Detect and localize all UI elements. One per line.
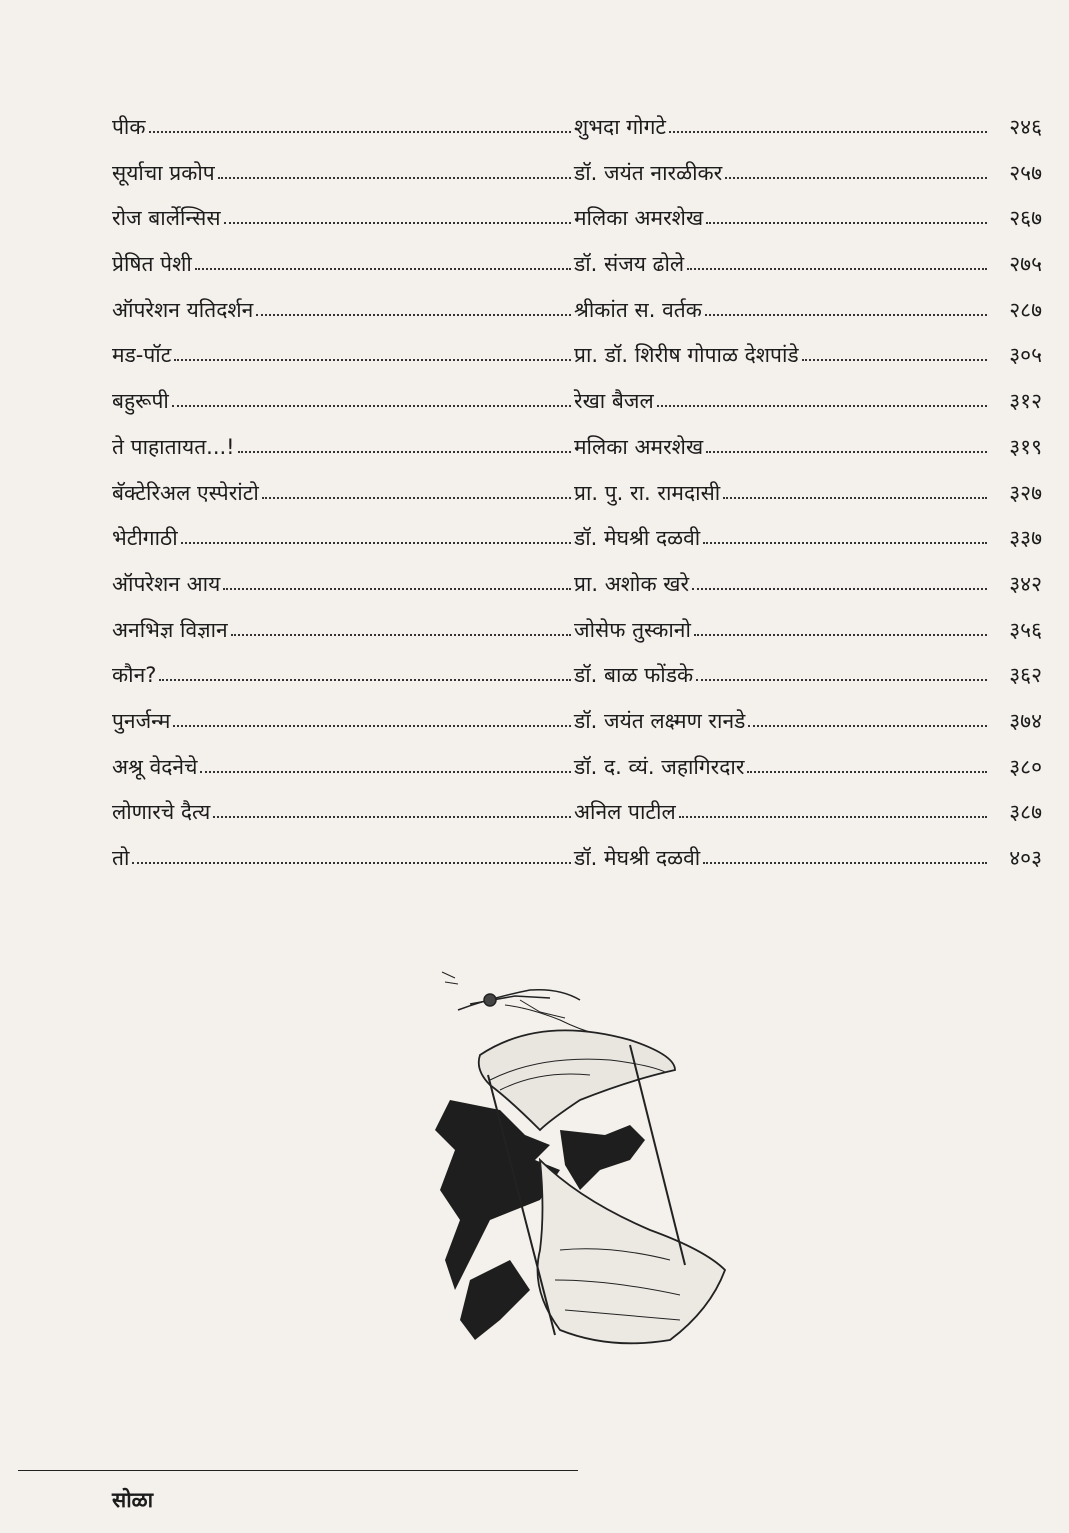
toc-entry-page: ३४२ xyxy=(1009,571,1042,596)
dot-leader xyxy=(723,497,987,499)
toc-entry-title: पीक xyxy=(112,115,146,139)
dot-leader xyxy=(747,771,987,773)
page-number-label: सोळा xyxy=(112,1488,154,1512)
dot-leader xyxy=(149,131,572,133)
toc-entry-title: पुनर्जन्म xyxy=(112,708,171,733)
dot-leader xyxy=(692,588,987,590)
dot-leader xyxy=(706,451,987,453)
dot-leader xyxy=(725,177,987,179)
toc-entry-title: बहुरूपी xyxy=(112,389,169,414)
dot-leader xyxy=(238,451,571,453)
dot-leader xyxy=(256,314,571,316)
toc-entry-title: सूर्याचा प्रकोप xyxy=(112,160,215,185)
flying-figure-icon xyxy=(442,972,600,1035)
toc-entry xyxy=(112,250,1042,296)
toc-entry xyxy=(112,570,1042,616)
toc-entry-author: अनिल पाटील xyxy=(574,800,676,825)
toc-entry xyxy=(112,204,1042,250)
dot-leader xyxy=(174,359,571,361)
toc-entry-author: डॉ. मेघश्री दळवी xyxy=(574,846,701,870)
dot-leader xyxy=(748,725,987,727)
toc-entry-page: २५७ xyxy=(1009,160,1042,185)
dot-leader xyxy=(703,542,987,544)
toc-entry-author: प्रा. अशोक खरे xyxy=(574,571,690,596)
dot-leader xyxy=(679,816,987,818)
toc-entry xyxy=(112,159,1042,205)
toc-entry-page: ४०३ xyxy=(1009,846,1042,870)
dot-leader xyxy=(802,359,987,361)
toc-entry-author: मलिका अमरशेख xyxy=(574,206,704,231)
hourglass-illustration xyxy=(430,960,740,1360)
toc-entry-title: बॅक्टेरिअल एस्पेरांटो xyxy=(112,480,259,505)
toc-entry-title: भेटीगाठी xyxy=(112,526,178,551)
toc-entry xyxy=(112,387,1042,433)
dot-leader xyxy=(703,862,987,864)
toc-entry-page: ३८७ xyxy=(1009,800,1042,825)
toc-entry-page: २८७ xyxy=(1009,297,1042,322)
dot-leader xyxy=(173,725,571,727)
dot-leader xyxy=(657,405,987,407)
toc-entry-author: रेखा बैजल xyxy=(574,389,654,414)
hourglass-bottom-bulb xyxy=(538,1160,726,1343)
toc-entry-page: ३०५ xyxy=(1009,343,1042,368)
toc-entry-page: ३७४ xyxy=(1009,708,1042,733)
dot-leader xyxy=(696,679,987,681)
toc-entry-author: डॉ. मेघश्री दळवी xyxy=(574,526,701,551)
toc-entry xyxy=(112,433,1042,479)
toc-entry-page: ३२७ xyxy=(1009,480,1042,505)
dot-leader xyxy=(687,268,987,270)
toc-entry-author: प्रा. डॉ. शिरीष गोपाळ देशपांडे xyxy=(574,343,799,368)
dot-leader xyxy=(224,222,571,224)
toc-entry-title: प्रेषित पेशी xyxy=(112,252,192,277)
dot-leader xyxy=(669,131,987,133)
toc-entry-page: २४६ xyxy=(1009,115,1042,139)
toc-entry-author: डॉ. संजय ढोले xyxy=(574,252,685,277)
toc-entry xyxy=(112,844,1042,890)
dot-leader xyxy=(172,405,571,407)
toc-entry-title: लोणारचे दैत्य xyxy=(112,800,211,825)
dot-leader xyxy=(705,314,987,316)
dot-leader xyxy=(706,222,987,224)
toc-entry-author: श्रीकांत स. वर्तक xyxy=(574,297,702,322)
toc-entry-title: अश्रू वेदनेचे xyxy=(112,754,198,779)
hourglass-top-bulb xyxy=(479,1030,675,1130)
toc-entry xyxy=(112,661,1042,707)
dot-leader xyxy=(195,268,571,270)
toc-entry-author: डॉ. द. व्यं. जहागिरदार xyxy=(574,754,745,779)
toc-entry-page: ३८० xyxy=(1009,754,1042,779)
toc-entry-author: डॉ. जयंत नारळीकर xyxy=(574,160,723,185)
toc-entry-title: तो xyxy=(112,846,130,870)
toc-entry-page: ३३७ xyxy=(1009,526,1042,551)
toc-entry-title: ऑपरेशन आय xyxy=(112,571,221,596)
toc-entry-author: प्रा. पु. रा. रामदासी xyxy=(574,480,721,505)
toc-entry-title: मड-पॉट xyxy=(112,343,172,368)
toc-entry xyxy=(112,341,1042,387)
toc-entry-title: ते पाहातायत...! xyxy=(112,434,235,459)
footer-rule xyxy=(18,1470,578,1471)
toc-entry-title: अनभिज्ञ विज्ञान xyxy=(112,617,228,642)
toc-entry-title: कौन? xyxy=(112,663,157,688)
toc-entry-page: २६७ xyxy=(1009,206,1042,231)
toc-entry-title: ऑपरेशन यतिदर्शन xyxy=(112,297,254,322)
toc-entry-author: मलिका अमरशेख xyxy=(574,434,704,459)
dot-leader xyxy=(213,816,571,818)
table-of-contents xyxy=(112,113,1042,890)
toc-entry xyxy=(112,616,1042,662)
toc-entry-page: ३५६ xyxy=(1009,617,1042,642)
dot-leader xyxy=(181,542,571,544)
toc-entry-author: जोसेफ तुस्कानो xyxy=(574,617,691,642)
dot-leader xyxy=(132,862,571,864)
dot-leader xyxy=(231,634,571,636)
toc-entry xyxy=(112,707,1042,753)
toc-entry-page: ३१९ xyxy=(1009,434,1042,459)
toc-entry-page: २७५ xyxy=(1009,252,1042,277)
toc-entry-author: डॉ. जयंत लक्ष्मण रानडे xyxy=(574,708,746,733)
dot-leader xyxy=(223,588,571,590)
dot-leader xyxy=(694,634,987,636)
dot-leader xyxy=(218,177,571,179)
toc-entry xyxy=(112,753,1042,799)
dot-leader xyxy=(159,679,571,681)
toc-entry xyxy=(112,798,1042,844)
dot-leader xyxy=(262,497,571,499)
toc-entry-page: ३६२ xyxy=(1009,663,1042,688)
toc-entry xyxy=(112,113,1042,159)
dot-leader xyxy=(200,771,571,773)
toc-entry-title: रोज बार्लेन्सिस xyxy=(112,206,221,231)
toc-entry-page: ३१२ xyxy=(1009,389,1042,414)
toc-entry xyxy=(112,296,1042,342)
toc-entry-author: शुभदा गोगटे xyxy=(574,115,666,139)
toc-entry xyxy=(112,479,1042,525)
toc-entry-author: डॉ. बाळ फोंडके xyxy=(574,663,694,688)
toc-entry xyxy=(112,524,1042,570)
